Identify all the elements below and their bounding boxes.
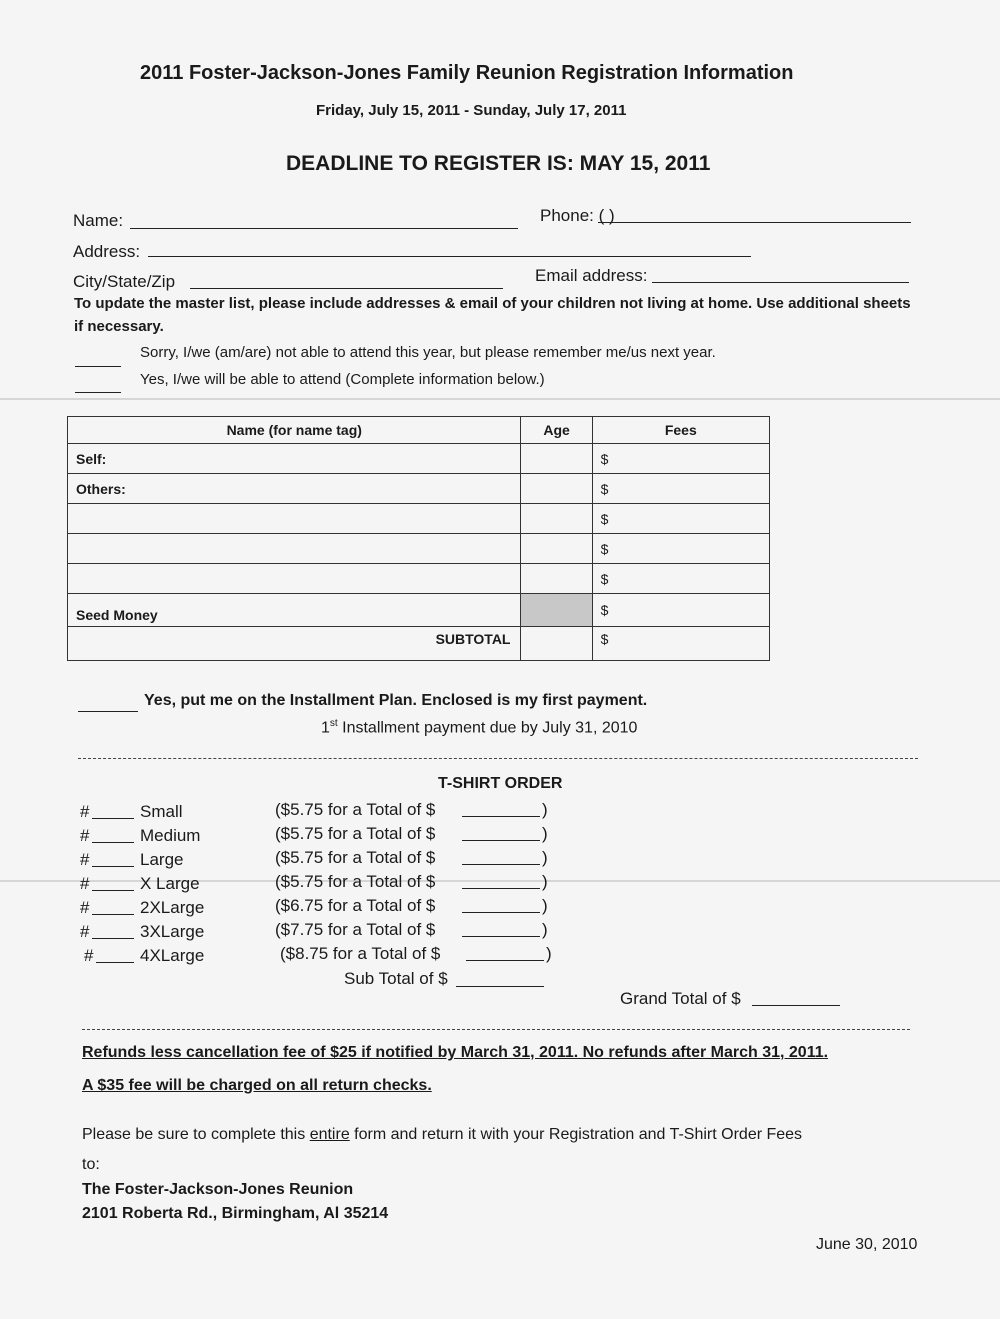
row-name-cell[interactable] [68,564,521,594]
price-text: ($5.75 for a Total of $ [275,872,436,891]
close-paren: ) [542,824,548,843]
table-row [68,474,770,504]
form-title: 2011 Foster-Jackson-Jones Family Reunion Registration Information [140,62,794,84]
organization-name: The Foster-Jackson-Jones Reunion [82,1181,354,1198]
close-paren: ) [542,896,548,915]
subtotal-fee-cell[interactable]: $ [592,627,769,661]
quantity-field[interactable] [92,818,134,819]
return-instructions [82,1126,802,1144]
price-text: ($5.75 for a Total of $ [275,848,436,867]
row-name-cell: Seed Money [68,594,521,627]
total-field[interactable] [462,840,540,841]
table-row-seed-money [68,594,770,627]
price-text: ($5.75 for a Total of $ [275,824,436,843]
price-text: ($5.75 for a Total of $ [275,800,436,819]
row-age-cell-shaded [521,594,592,627]
size-label: Medium [140,826,201,845]
grand-total-field[interactable] [752,1005,840,1006]
installment-ordinal: st [329,718,338,729]
row-name-cell[interactable]: Others: [68,474,521,504]
mailing-address: 2101 Roberta Rd., Birmingham, Al 35214 [82,1205,389,1222]
table-row [68,564,770,594]
hash-label: # [80,826,90,845]
return-check-fee: A $35 fee will be charged on all return checks. [82,1077,432,1094]
row-fee-cell[interactable]: $ [592,564,769,594]
quantity-field[interactable] [96,962,134,963]
total-field[interactable] [462,888,540,889]
row-fee-cell[interactable]: $ [592,504,769,534]
table-header-row [68,417,770,444]
phone-field[interactable] [598,222,911,223]
size-label: 3XLarge [140,922,205,941]
refund-policy: Refunds less cancellation fee of $25 if notified by March 31, 2011. No refunds after March 31, 2011. [82,1044,829,1061]
row-fee-cell[interactable]: $ [592,474,769,504]
row-name-cell[interactable] [68,504,521,534]
row-fee-cell[interactable]: $ [592,534,769,564]
price-text: ($6.75 for a Total of $ [275,896,436,915]
hash-label: # [80,874,90,893]
hash-label: # [80,850,90,869]
event-dates: Friday, July 15, 2011 - Sunday, July 17, 2011 [316,102,627,119]
table-row [68,504,770,534]
table-row [68,534,770,564]
instructions-text: Please be sure to complete this [82,1126,310,1143]
paper-fold-line [0,398,1000,400]
email-label: Email address: [535,266,648,285]
total-field[interactable] [462,864,540,865]
table-row-subtotal [68,627,770,661]
document-date: June 30, 2010 [816,1236,918,1253]
tshirt-subtotal-label: Sub Total of $ [344,969,448,988]
hash-label: # [80,922,90,941]
instructions-emphasis: entire [309,1126,350,1143]
subtotal-age-cell [521,627,592,661]
address-field[interactable] [148,256,751,257]
quantity-field[interactable] [92,914,134,915]
total-field[interactable] [462,912,540,913]
attending-text: Yes, I/we will be able to attend (Complete information below.) [140,371,545,388]
name-column-header: Name (for name tag) [68,417,521,444]
installment-number: 1 [321,719,330,737]
total-field[interactable] [462,936,540,937]
row-name-cell[interactable] [68,534,521,564]
not-attending-text: Sorry, I/we (am/are) not able to attend this year, but please remember me/us next year. [140,344,716,361]
table-row [68,444,770,474]
close-paren: ) [542,848,548,867]
quantity-field[interactable] [92,866,134,867]
hash-label: # [80,898,90,917]
attendee-table [67,416,770,661]
quantity-field[interactable] [92,938,134,939]
city-state-zip-label: City/State/Zip [73,272,176,291]
row-fee-cell[interactable]: $ [592,594,769,627]
tshirt-order-heading: T-SHIRT ORDER [438,775,563,792]
hash-label: # [80,802,90,821]
close-paren: ) [542,800,548,819]
size-label: 2XLarge [140,898,205,917]
row-age-cell[interactable] [521,534,592,564]
size-label: Small [140,802,183,821]
section-divider [78,758,918,759]
return-to-label: to: [82,1156,100,1173]
quantity-field[interactable] [92,890,134,891]
total-field[interactable] [466,960,544,961]
name-label: Name: [73,211,124,230]
phone-label: Phone: ( ) [540,206,615,225]
tshirt-subtotal-field[interactable] [456,986,544,987]
row-age-cell[interactable] [521,474,592,504]
total-field[interactable] [462,816,540,817]
hash-label: # [84,946,94,965]
email-field[interactable] [652,282,909,283]
row-age-cell[interactable] [521,564,592,594]
installment-plan-text: Yes, put me on the Installment Plan. Enclosed is my first payment. [144,692,648,709]
attending-checkline[interactable] [75,392,121,393]
row-fee-cell[interactable]: $ [592,444,769,474]
row-age-cell[interactable] [521,444,592,474]
age-column-header: Age [521,417,592,444]
close-paren: ) [542,920,548,939]
section-divider [82,1029,910,1030]
close-paren: ) [542,872,548,891]
close-paren: ) [546,944,552,963]
registration-deadline: DEADLINE TO REGISTER IS: MAY 15, 2011 [286,152,711,175]
address-label: Address: [73,242,141,261]
city-state-zip-field[interactable] [190,288,503,289]
row-age-cell[interactable] [521,504,592,534]
instructions-text: form and return it with your Registration and T-Shirt Order Fees [349,1126,803,1143]
installment-checkline[interactable] [78,711,138,712]
not-attending-checkline[interactable] [75,366,121,367]
subtotal-label: SUBTOTAL [68,627,521,661]
size-label: 4XLarge [140,946,205,965]
installment-due-text [321,718,637,737]
fees-column-header: Fees [592,417,769,444]
installment-due-date: Installment payment due by July 31, 2010 [337,719,638,737]
price-text: ($7.75 for a Total of $ [275,920,436,939]
name-field[interactable] [130,228,518,229]
grand-total-label: Grand Total of $ [620,989,741,1008]
size-label: X Large [140,874,200,893]
row-name-cell[interactable]: Self: [68,444,521,474]
price-text: ($8.75 for a Total of $ [280,944,441,963]
size-label: Large [140,850,184,869]
quantity-field[interactable] [92,842,134,843]
master-list-instructions: To update the master list, please include addresses & email of your children not living at home. Use additional sheets if necessary. [74,295,911,335]
